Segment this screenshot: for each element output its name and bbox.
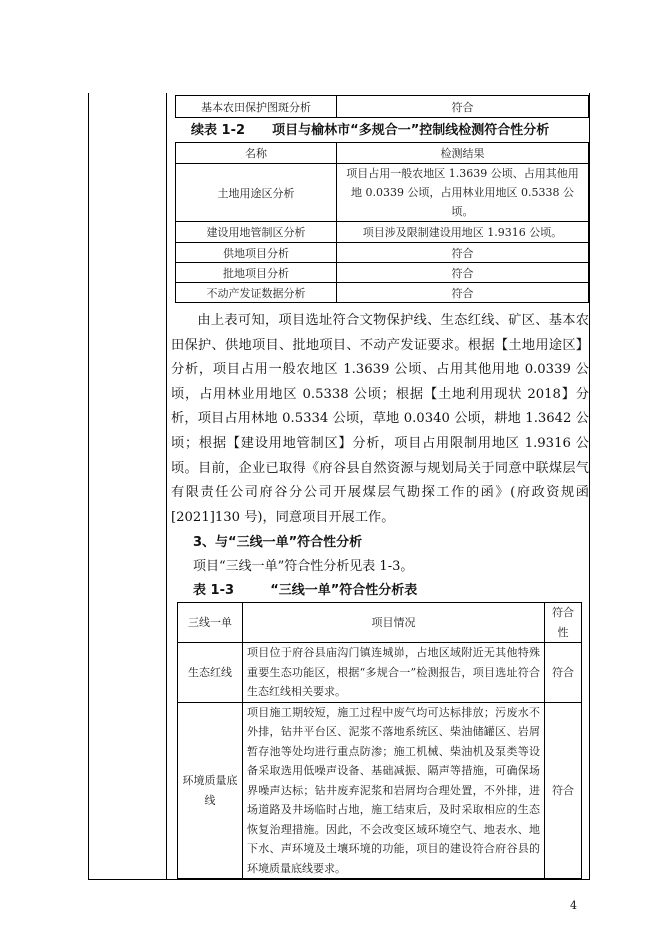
table-1-3-caption: 表 1-3 “三线一单”符合性分析表 [193, 583, 418, 599]
table-row [176, 263, 589, 283]
table-header [176, 143, 589, 164]
header-result: 符合性 [545, 603, 582, 643]
outer-form-table [88, 93, 590, 880]
cell-name: 建设用地管制区分析 [176, 222, 337, 243]
cell-result: 符合 [337, 263, 589, 283]
table-1-2-caption: 续表 1-2 项目与榆林市“多规合一”控制线检测符合性分析 [191, 123, 550, 138]
cell-result: 符合 [337, 96, 589, 118]
table-1-2-prev [175, 95, 589, 118]
cell-result: 符合 [337, 243, 589, 263]
table-1-2 [175, 142, 589, 303]
table-row [176, 283, 589, 303]
header-result: 检测结果 [337, 143, 589, 164]
content-column [167, 93, 594, 879]
header-item: 三线一单 [178, 603, 243, 643]
cell-result: 符合 [545, 702, 582, 879]
cell-name: 土地用途区分析 [176, 164, 337, 222]
cell-desc: 项目施工期较短，施工过程中废气均可达标排放；污废水不外排，钻井平台区、泥浆不落地系统区、柴油储罐区、岩屑暂存池等处均进行重点防渗；施工机械、柴油机及泵类等设备采取选用低噪声设备、基础减振、隔声等措施，可确保场界噪声达标；钻井废弃泥浆和岩屑均合理处置，不外排，进场道路及井场临时占地，施工结束后，及时采取相应的生态恢复治理措施。因此，不会改变区域环境空气、地表水、地下水、声环境及土壤环境的功能，项目的建设符合府谷县的环境质量底线要求。 [243, 702, 545, 879]
table-row [176, 96, 589, 118]
cell-result: 项目涉及限制建设用地区 1.9316 公顷。 [337, 222, 589, 243]
cell-result: 项目占用一般农地区 1.3639 公顷、占用其他用地 0.0339 公顷，占用林业用地区 0.5338 公顷。 [337, 164, 589, 222]
column-divider [89, 93, 167, 879]
cell-result: 符合 [337, 283, 589, 303]
table-row [176, 164, 589, 222]
section-intro: 项目“三线一单”符合性分析见表 1-3。 [193, 559, 414, 575]
table-row [176, 222, 589, 243]
body-paragraph: 由上表可知，项目选址符合文物保护线、生态红线、矿区、基本农田保护、供地项目、批地项目、不动产发证要求。根据【土地用途区】分析，项目占用一般农地区 1.3639 公顷、占用其他用地 0.0339 公顷，占用林业用地区 0.5338 公顷；根据【土地利用现状 2018】分析，项目占用林地 0.5334 公顷，草地 0.0340 公顷，耕地 1.3642 公顷；根据【建设用地管制区】分析，项目占用限制用地区 1.9316 公顷。目前，企业已取得《府谷县自然资源与规划局关于同意中联煤层气有限责任公司府谷分公司开展煤层气勘探工作的函》(府政资规函[2021]130 号)，同意项目开展工作。 [171, 313, 589, 525]
cell-name: 供地项目分析 [176, 243, 337, 263]
table-row [178, 643, 582, 703]
cell-name: 批地项目分析 [176, 263, 337, 283]
header-name: 名称 [176, 143, 337, 164]
section-heading: 3、与“三线一单”符合性分析 [193, 535, 363, 551]
cell-item: 生态红线 [178, 643, 243, 703]
cell-desc: 项目位于府谷县庙沟门镇连城峁，占地区域附近无其他特殊重要生态功能区，根据“多规合一”检测报告，项目选址符合生态红线相关要求。 [243, 643, 545, 703]
table-row [178, 702, 582, 879]
cell-name: 基本农田保护图斑分析 [176, 96, 337, 118]
cell-name: 不动产发证数据分析 [176, 283, 337, 303]
table-header [178, 603, 582, 643]
cell-item: 环境质量底线 [178, 702, 243, 879]
header-desc: 项目情况 [243, 603, 545, 643]
table-1-3 [177, 602, 582, 879]
page-number: 4 [570, 899, 577, 913]
table-row [176, 243, 589, 263]
cell-result: 符合 [545, 643, 582, 703]
